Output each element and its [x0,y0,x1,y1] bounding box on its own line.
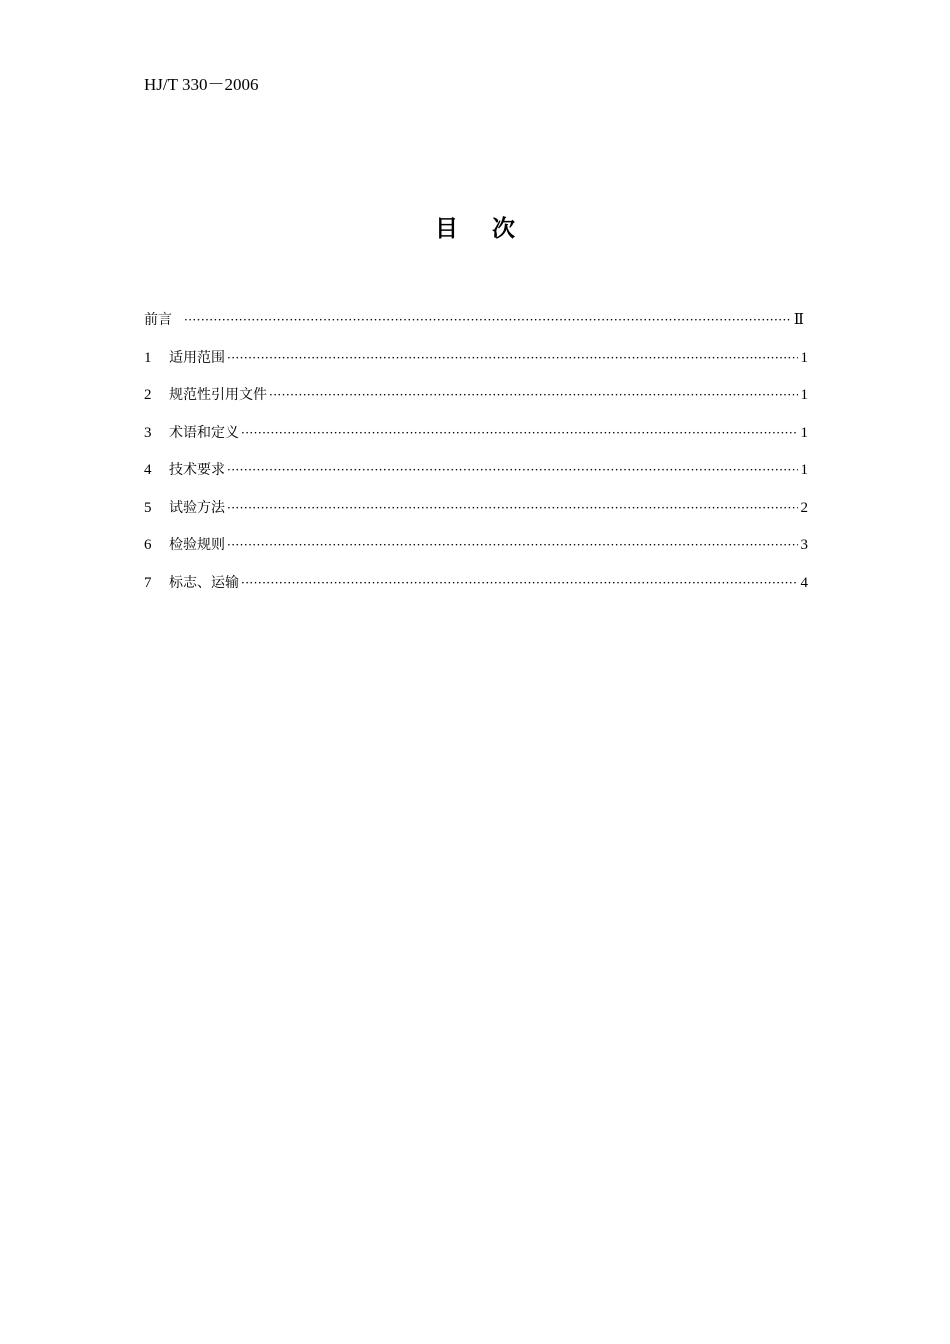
toc-leader-dots [227,501,798,515]
toc-leader-dots [241,576,798,590]
toc-entry-technical-requirements[interactable] [144,459,808,497]
toc-leader-dots [269,388,798,402]
toc-leader-dots [227,351,798,365]
toc-entry-preface[interactable] [144,309,808,347]
toc-entry-label: 试验方法 [169,499,225,516]
toc-entry-number: 2 [144,387,152,403]
toc-entry-page: 1 [800,424,808,441]
toc-entry-number: 5 [144,499,152,516]
toc-title [0,210,950,243]
toc-entry-inspection-rules[interactable] [144,534,808,572]
toc-entry-page: 4 [800,574,808,591]
toc-entry-marking-transport[interactable] [144,572,808,610]
toc-entry-scope[interactable] [144,347,808,385]
toc-entry-normative-references[interactable] [144,384,808,422]
toc-entry-page: 1 [800,462,808,478]
toc-title-part2: 次 [492,216,515,242]
toc-entry-label: 技术要求 [169,462,225,478]
toc-entry-label: 规范性引用文件 [169,387,267,403]
toc-entry-page: 1 [800,387,808,403]
toc-entry-page: 2 [800,499,808,516]
toc-entry-number: 1 [144,349,152,366]
toc-entry-number: 3 [144,424,152,441]
toc-entry-label: 前言 [144,312,172,328]
toc-entry-label: 检验规则 [169,537,225,553]
toc-entry-page: 3 [800,537,808,553]
toc-title-part1: 目 [435,216,458,242]
toc-entry-page: 1 [800,349,808,366]
toc-entry-number: 4 [144,462,152,478]
toc-leader-dots [184,313,792,327]
toc-leader-dots [227,463,798,477]
toc-entry-number: 6 [144,537,152,553]
toc-entry-number: 7 [144,574,152,591]
toc-entry-label: 适用范围 [169,349,225,366]
standard-code: HJ/T 330－2006 [144,75,259,94]
toc-entry-test-methods[interactable] [144,497,808,535]
toc-leader-dots [227,538,798,552]
toc-entry-terms-definitions[interactable] [144,422,808,460]
table-of-contents [144,309,808,609]
toc-entry-label: 术语和定义 [169,424,239,441]
toc-leader-dots [241,426,798,440]
toc-entry-label: 标志、运输 [169,574,239,591]
toc-entry-page: Ⅱ [793,312,804,328]
